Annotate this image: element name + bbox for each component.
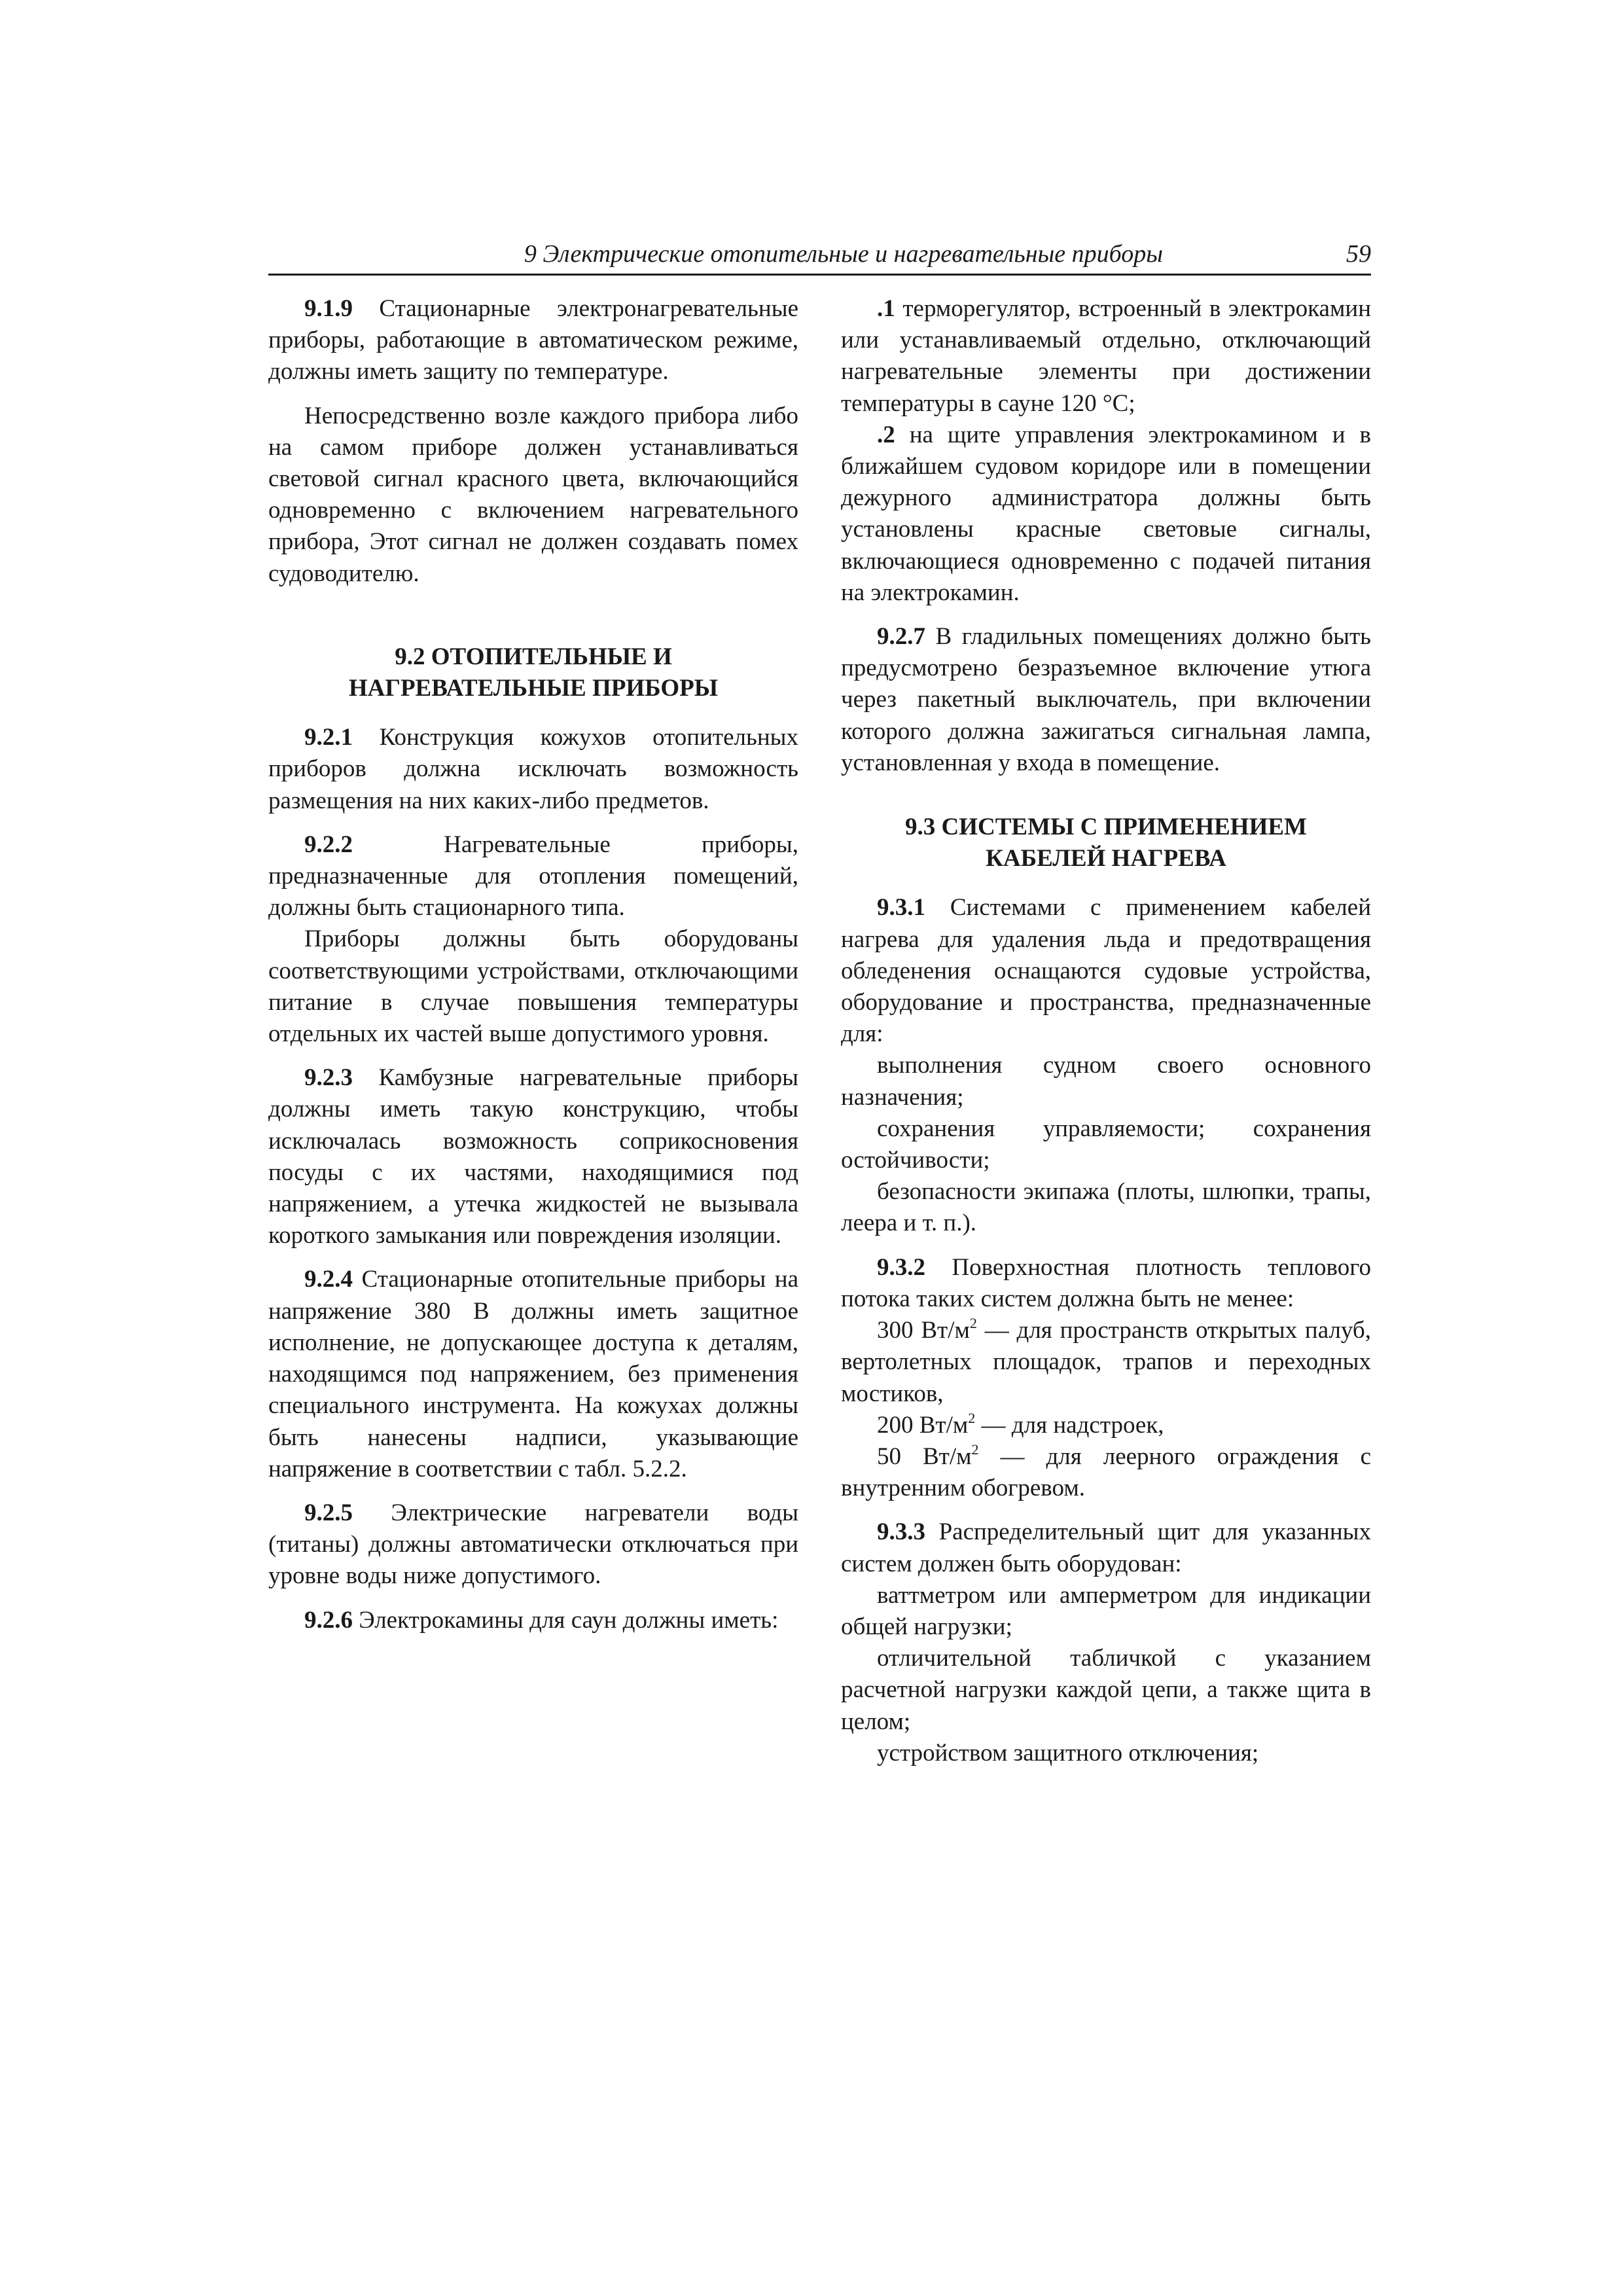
clause-number: 9.2.1 bbox=[304, 724, 353, 751]
running-header-title: 9 Электрические отопительные и нагревательные приборы bbox=[524, 240, 1163, 268]
clause-text: В гладильных помещениях должно быть предусмотрено безразъемное включение утюга через пакетный выключатель, при включении которого должна зажигаться сигнальная лампа, установленная у входа в помещение. bbox=[841, 623, 1371, 776]
list-entry: отличительной табличкой с указанием расчетной нагрузки каждой цепи, а также щита в целом; bbox=[841, 1645, 1371, 1735]
clause-text: Электрические нагреватели воды (титаны) должны автоматически отключаться при уровне воды ниже допустимого. bbox=[268, 1499, 798, 1590]
value-text: 300 Вт/м bbox=[877, 1317, 970, 1344]
clause-text: Электрокамины для саун должны иметь: bbox=[353, 1606, 779, 1634]
clause-text: Системами с применением кабелей нагрева для удаления льда и предотвращения обледенения оснащаются судовые устройства, оборудование и пространства, предназначенные для: bbox=[841, 894, 1371, 1048]
paragraph-9-2-4 bbox=[268, 1264, 798, 1484]
list-entry: устройством защитного отключения; bbox=[877, 1739, 1259, 1767]
page-number: 59 bbox=[1346, 240, 1371, 268]
clause-text: Стационарные отопительные приборы на напряжение 380 В должны иметь защитное исполнение, не допускающее доступа к деталям, находящимся под напряжением, без применения специального инструмента. На кожухах должны быть нанесены надписи, указывающие напряжение в соответствии с табл. 5.2.2. bbox=[268, 1266, 798, 1482]
paragraph-9-2-2-continued: Приборы должны быть оборудованы соответствующими устройствами, отключающими питание в случае повышения температуры отдельных их частей выше допустимого уровня. bbox=[268, 925, 798, 1048]
paragraph-9-3-3 bbox=[841, 1516, 1371, 1579]
clause-number: 9.1.9 bbox=[304, 295, 353, 322]
list-item-text: на щите управления электрокамином и в ближайшем судовом коридоре или в помещении дежурного администратора должны быть установлены красные световые сигналы, включающиеся одновременно с подачей питания на электрокамин. bbox=[841, 421, 1371, 606]
paragraph-9-3-2 bbox=[841, 1252, 1371, 1315]
clause-number: 9.2.4 bbox=[304, 1266, 353, 1293]
clause-number: 9.2.6 bbox=[304, 1606, 353, 1634]
paragraph-9-2-5 bbox=[268, 1498, 798, 1592]
value-text: 50 Вт/м bbox=[877, 1443, 972, 1470]
superscript: 2 bbox=[969, 1315, 977, 1332]
paragraph-9-2-3 bbox=[268, 1062, 798, 1251]
clause-text: Нагревательные приборы, предназначенные для отопления помещений, должны быть стационарного типа. bbox=[268, 831, 798, 922]
clause-number: 9.3.3 bbox=[877, 1518, 925, 1546]
list-entry bbox=[841, 1441, 1371, 1504]
right-column bbox=[841, 293, 1371, 1769]
paragraph-9-2-1 bbox=[268, 722, 798, 817]
list-entry bbox=[841, 1410, 1371, 1441]
running-header bbox=[268, 236, 1371, 276]
value-text: 200 Вт/м bbox=[877, 1411, 969, 1439]
clause-number: 9.3.1 bbox=[877, 894, 925, 922]
superscript: 2 bbox=[971, 1441, 979, 1458]
paragraph-9-1-9 bbox=[268, 293, 798, 388]
value-text: — для леерного ограждения с внутренним обогревом. bbox=[841, 1443, 1371, 1502]
clause-number: 9.2.5 bbox=[304, 1499, 353, 1526]
list-item-number: .2 bbox=[877, 421, 895, 448]
section-heading-line: 9.3 СИСТЕМЫ С ПРИМЕНЕНИЕМ bbox=[905, 814, 1307, 841]
paragraph-9-2-6 bbox=[268, 1605, 798, 1636]
section-heading-line: КАБЕЛЕЙ НАГРЕВА bbox=[986, 845, 1226, 872]
list-entry: сохранения управляемости; сохранения остойчивости; bbox=[841, 1115, 1371, 1174]
section-heading-line: 9.2 ОТОПИТЕЛЬНЫЕ И bbox=[395, 643, 672, 670]
clause-text: Стационарные электронагревательные приборы, работающие в автоматическом режиме, должны иметь защиту по температуре. bbox=[268, 295, 798, 386]
clause-text: Распределительный щит для указанных систем должен быть оборудован: bbox=[841, 1518, 1371, 1577]
paragraph-9-2-2 bbox=[268, 829, 798, 924]
list-item-number: .1 bbox=[877, 295, 895, 322]
clause-number: 9.2.2 bbox=[304, 831, 353, 858]
list-entry: безопасности экипажа (плоты, шлюпки, трапы, леера и т. п.). bbox=[841, 1178, 1371, 1237]
value-text: — для надстроек, bbox=[975, 1411, 1164, 1439]
section-heading-9-2 bbox=[268, 641, 798, 704]
list-item-2 bbox=[841, 420, 1371, 609]
list-entry bbox=[841, 1315, 1371, 1410]
superscript: 2 bbox=[968, 1409, 976, 1426]
paragraph-9-3-1 bbox=[841, 892, 1371, 1050]
clause-text: Поверхностная плотность теплового потока таких систем должна быть не менее: bbox=[841, 1253, 1371, 1312]
clause-text: Конструкция кожухов отопительных приборов должна исключать возможность размещения на них каких-либо предметов. bbox=[268, 724, 798, 814]
list-entry: выполнения судном своего основного назначения; bbox=[841, 1052, 1371, 1111]
paragraph-9-2-7 bbox=[841, 621, 1371, 779]
paragraph-9-1-9-continued: Непосредственно возле каждого прибора либо на самом приборе должен устанавливаться световой сигнал красного цвета, включающийся одновременно с включением нагревательного прибора, Этот сигнал не должен создавать помех судоводителю. bbox=[268, 402, 798, 587]
clause-number: 9.3.2 bbox=[877, 1253, 925, 1281]
clause-number: 9.2.7 bbox=[877, 623, 925, 651]
value-text: — для пространств открытых палуб, вертолетных площадок, трапов и переходных мостиков, bbox=[841, 1317, 1371, 1407]
section-heading-9-3 bbox=[841, 812, 1371, 874]
list-entry: ваттметром или амперметром для индикации общей нагрузки; bbox=[841, 1581, 1371, 1640]
left-column bbox=[268, 293, 798, 1649]
list-item-1 bbox=[841, 293, 1371, 420]
section-heading-line: НАГРЕВАТЕЛЬНЫЕ ПРИБОРЫ bbox=[348, 675, 719, 702]
clause-number: 9.2.3 bbox=[304, 1064, 353, 1092]
list-item-text: терморегулятор, встроенный в электрокамин или устанавливаемый отдельно, отключающий нагревательные элементы при достижении температуры в сауне 120 °С; bbox=[841, 295, 1371, 417]
clause-text: Камбузные нагревательные приборы должны иметь такую конструкцию, чтобы исключалась возможность соприкосновения посуды с их частями, находящимися под напряжением, а утечка жидкостей не вызывала короткого замыкания или повреждения изоляции. bbox=[268, 1064, 798, 1249]
